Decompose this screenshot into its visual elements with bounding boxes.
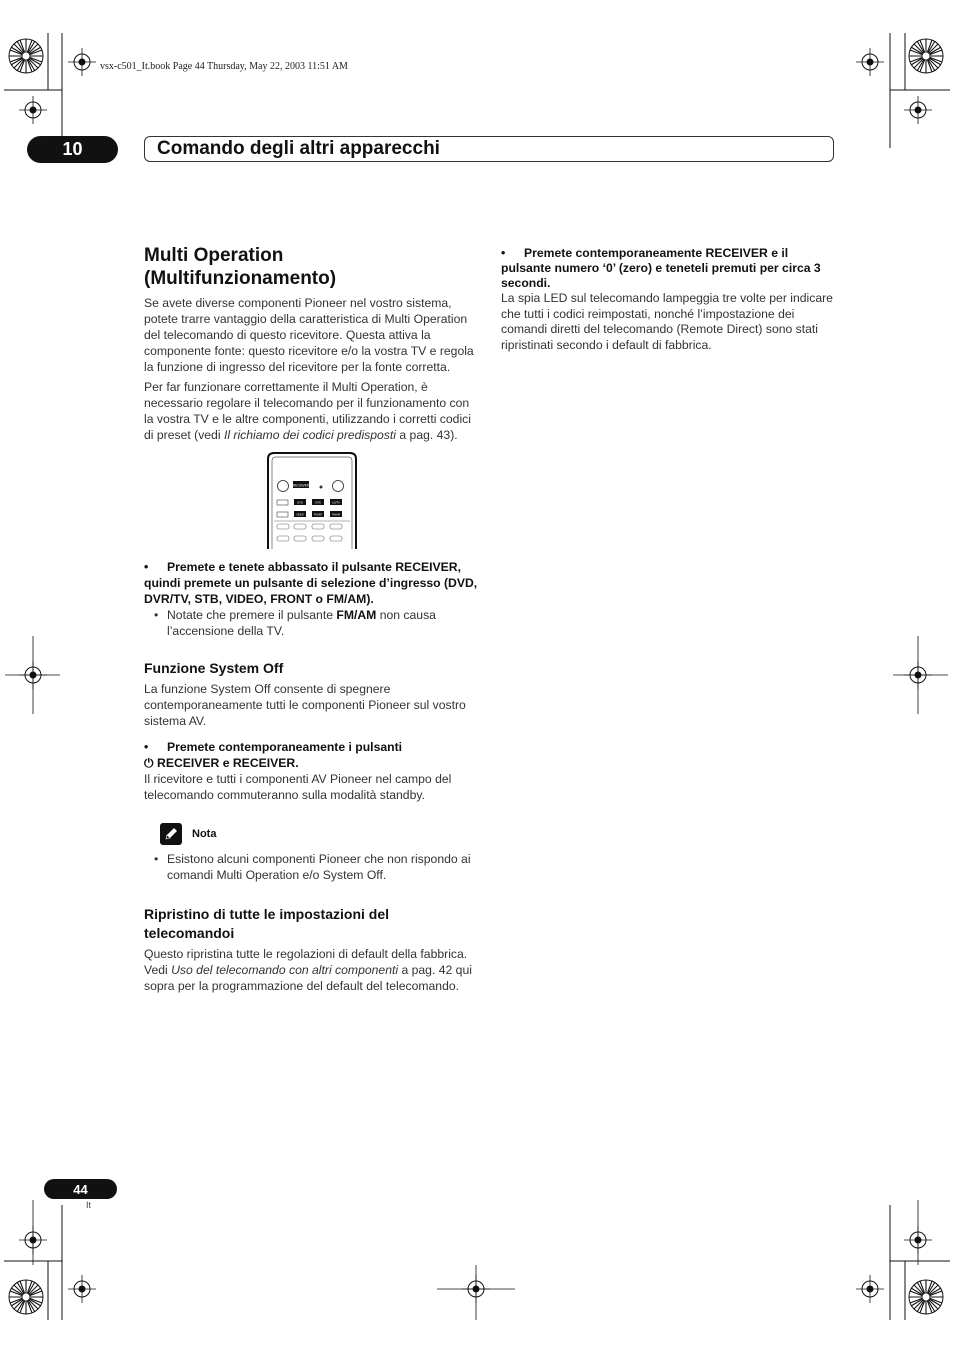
page-number: 44 (44, 1179, 117, 1199)
chapter-title: Comando degli altri apparecchi (144, 136, 834, 162)
multi-operation-subbullet: • Notate che premere il pulsante FM/AM non causa l’accensione della TV. (154, 608, 436, 638)
right-column (501, 246, 836, 357)
file-info: vsx-c501_It.book Page 44 Thursday, May 22, 2003 11:51 AM (100, 61, 348, 72)
cross-reference: Uso del telecomando con altri componenti (171, 963, 399, 977)
reset-para: Questo ripristina tutte le regolazioni di default della fabbrica. Vedi Uso del telecomando con altri componenti a pag. 42 qui sopra per la programmazione del default del telecomando. (144, 947, 472, 993)
pencil-icon (160, 823, 182, 845)
note-header (160, 823, 480, 845)
note-label: Nota (192, 828, 217, 840)
chapter-number: 10 (27, 136, 118, 163)
reset-step: • Premete contemporaneamente RECEIVER e il pulsante numero ‘0’ (zero) e teneteli premuti per circa 3 secondi. (501, 246, 821, 290)
svg-text:DVR: DVR (315, 501, 321, 505)
svg-text:VIDEO: VIDEO (296, 513, 304, 517)
svg-text:DVD: DVD (297, 501, 303, 505)
system-off-result: Il ricevitore e tutti i componenti AV Pioneer nel campo del telecomando commuteranno sulla modalità standby. (144, 772, 452, 802)
power-icon: ⏻ (144, 756, 154, 770)
svg-text:LD/TV: LD/TV (332, 501, 340, 505)
system-off-step: • Premete contemporaneamente i pulsanti ⏻ RECEIVER e RECEIVER. (144, 740, 403, 770)
multi-operation-para2: Per far funzionare correttamente il Multi Operation, è necessario regolare il telecomando per il funzionamento con la vostra TV e le altre componenti, utilizzando i corretti codici di preset (vedi Il richiamo dei codici predisposti a pag. 43). (144, 380, 471, 442)
svg-text:FM/AM: FM/AM (332, 513, 340, 517)
system-off-para: La funzione System Off consente di spegnere contemporaneamente tutti le componenti Pioneer sul vostro sistema AV. (144, 682, 466, 728)
note-item: • Esistono alcuni componenti Pioneer che non rispondo ai comandi Multi Operation e/o System Off. (154, 852, 471, 882)
left-column (144, 244, 480, 998)
section-title-reset: Ripristino di tutte le impostazioni del telecomandoi (144, 906, 390, 941)
cross-reference: Il richiamo dei codici predisposti (223, 428, 396, 442)
svg-text:FRONT: FRONT (313, 513, 323, 517)
language-code: It (86, 1200, 92, 1210)
multi-operation-para1: Se avete diverse componenti Pioneer nel vostro sistema, potete trarre vantaggio della caratteristica di Multi Operation del telecomando di questo ricevitore. Questa attiva la componente fonte: questo ricevitore e/o la vostra TV e regola la funzione di ingresso del ricevitore per la fonte corretta. (144, 296, 474, 374)
remote-illustration (266, 451, 358, 549)
reset-result: La spia LED sul telecomando lampeggia tre volte per indicare che tutti i codici reimpostati, nonché l’impostazione dei comandi diretti del telecomando (Remote Direct) sono stati ripristinati secondo i default di fabbrica. (501, 291, 833, 352)
section-title-multi-operation: Multi Operation (Multifunzionamento) (144, 245, 337, 289)
svg-text:RECEIVER: RECEIVER (293, 483, 309, 488)
multi-operation-step: • Premete e tenete abbassato il pulsante RECEIVER, quindi premete un pulsante di selezione d’ingresso (DVD, DVR/TV, STB, VIDEO, FRONT o FM/AM). (144, 560, 478, 606)
section-title-system-off: Funzione System Off (144, 660, 284, 676)
